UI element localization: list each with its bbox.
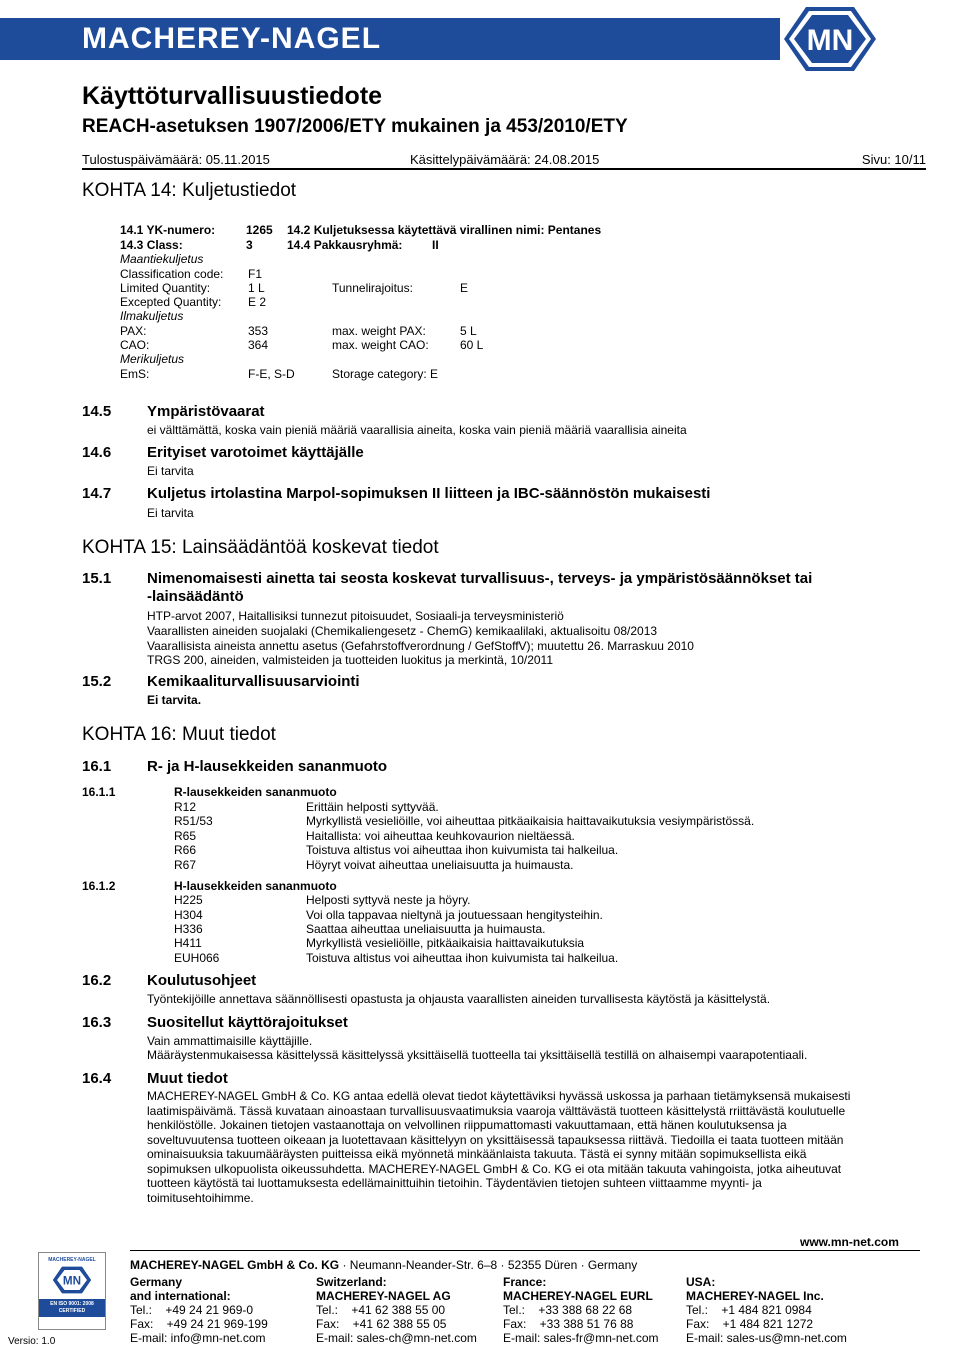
section-16-1-1-number: 16.1.1 xyxy=(82,785,116,799)
limited-quantity-label: Limited Quantity: xyxy=(120,281,211,295)
contact-column-switzerland xyxy=(316,1275,496,1345)
section-16-1-2-title: H-lausekkeiden sananmuoto xyxy=(174,879,337,893)
contact-column-germany xyxy=(130,1275,305,1345)
section-16-3-title: Suositellut käyttörajoitukset xyxy=(147,1014,348,1031)
disclaimer-line: MACHEREY-NAGEL GmbH & Co. KG antaa edellä olevat tiedot käytettäviksi hyvässä uskossa ja parhaan tietämyksensä mukaisesti xyxy=(147,1089,851,1103)
ems-label: EmS: xyxy=(120,367,150,381)
cert-standard: EN ISO 9001: 2008 xyxy=(50,1301,94,1307)
section-14-5-number: 14.5 xyxy=(82,403,112,420)
r-phrase-text: Höyryt voivat aiheuttaa uneliaisuutta ja huimausta. xyxy=(306,858,574,872)
cao-value: 364 xyxy=(248,338,269,352)
section-14-7-title: Kuljetus irtolastina Marpol-sopimuksen II liitteen ja IBC-säännöstön mukaisesti xyxy=(147,485,711,502)
document-subtitle: REACH-asetuksen 1907/2006/ETY mukainen ja 453/2010/ETY xyxy=(82,116,628,137)
r-phrase-code: R66 xyxy=(174,843,197,857)
max-weight-pax-value: 5 L xyxy=(460,324,477,338)
section-16-3-text: Määräystenmukaisessa käsittelyssä käsittelyssä yksittäisellä tuotteella tai yksittäisellä testillä on alhaisempi vaarapotentiaali. xyxy=(147,1048,808,1062)
footer-divider xyxy=(130,1250,920,1251)
section-16-2-number: 16.2 xyxy=(82,972,112,989)
air-transport-label: Ilmakuljetus xyxy=(120,309,184,323)
section-15-2-text: Ei tarvita. xyxy=(147,693,202,707)
un-number-label: 14.1 YK-numero: xyxy=(120,223,216,237)
r-phrase-code: R12 xyxy=(174,800,197,814)
contact-fax: Fax: +41 62 388 55 05 xyxy=(316,1317,447,1331)
contact-column-usa xyxy=(686,1275,876,1345)
company-name: MACHEREY-NAGEL GmbH & Co. KG xyxy=(130,1258,340,1272)
contact-email[interactable]: E-mail: sales-fr@mn-net.com xyxy=(503,1331,659,1345)
contact-fax: Fax: +33 388 51 76 88 xyxy=(503,1317,634,1331)
excepted-quantity-label: Excepted Quantity: xyxy=(120,295,222,309)
section-15-1-number: 15.1 xyxy=(82,570,112,587)
regulation-line: HTP-arvot 2007, Haitallisiksi tunnezut pitoisuudet, Sosiaali-ja terveysministeriö xyxy=(147,609,564,623)
section-16-1-2-number: 16.1.2 xyxy=(82,879,116,893)
max-weight-pax-label: max. weight PAX: xyxy=(332,324,426,338)
pax-value: 353 xyxy=(248,324,269,338)
cao-label: CAO: xyxy=(120,338,150,352)
packing-group-value: II xyxy=(432,238,439,252)
contact-subheading: MACHEREY-NAGEL EURL xyxy=(503,1289,653,1303)
contact-fax: Fax: +1 484 821 1272 xyxy=(686,1317,814,1331)
shipping-name: 14.2 Kuljetuksessa käytettävä virallinen nimi: Pentanes xyxy=(287,223,602,237)
section-15-1-title-cont: -lainsäädäntö xyxy=(147,588,244,605)
max-weight-cao-label: max. weight CAO: xyxy=(332,338,429,352)
excepted-quantity-value: E 2 xyxy=(248,295,267,309)
max-weight-cao-value: 60 L xyxy=(460,338,484,352)
h-phrase-code: H304 xyxy=(174,908,203,922)
tunnel-value: E xyxy=(460,281,469,295)
sea-transport-label: Merikuljetus xyxy=(120,352,185,366)
mn-logo-small-icon xyxy=(52,1265,92,1295)
handling-date: Käsittelypäivämäärä: 24.08.2015 xyxy=(410,152,600,167)
section-15-heading: KOHTA 15: Lainsäädäntöä koskevat tiedot xyxy=(82,537,439,558)
r-phrase-code: R67 xyxy=(174,858,197,872)
logo-text: MN xyxy=(806,24,854,57)
contact-fax: Fax: +49 24 21 969-199 xyxy=(130,1317,268,1331)
storage-category: Storage category: E xyxy=(332,367,439,381)
disclaimer-line: tuotteen käytöstä tai luottamuksesta edellämainittuihin tietoihin. Täydentävien tietojen suhteen viittaamme myynti- ja xyxy=(147,1176,762,1190)
section-15-1-title: Nimenomaisesti ainetta tai seosta koskevat turvallisuus-, terveys- ja ympäristösäännökset tai xyxy=(147,570,813,587)
section-14-6-number: 14.6 xyxy=(82,444,112,461)
section-14-6-text: Ei tarvita xyxy=(147,464,194,478)
section-14-7-text: Ei tarvita xyxy=(147,506,194,520)
contact-heading: USA: xyxy=(686,1275,716,1289)
disclaimer-line: laatimispäivämä. Tässä kuvataan ainoastaan turvallisuusvaatimuksia vaaroja välttävästä tuotteen käsittelystä rriittävästä koulutuelle xyxy=(147,1104,846,1118)
contact-email[interactable]: E-mail: info@mn-net.com xyxy=(130,1331,266,1345)
page-number: Sivu: 10/11 xyxy=(861,152,926,167)
iso-certification-badge xyxy=(38,1252,106,1330)
r-phrase-text: Toistuva altistus voi aiheuttaa ihon kuivumista tai halkeilua. xyxy=(306,843,619,857)
disclaimer-line: henkilöstölle. Jokainen tietojen vastaanottaja on velvollinen riippumattomasti vakuuttamaan, että hänen koulutuksensa ja xyxy=(147,1118,787,1132)
logo-small-text: MN xyxy=(62,1274,82,1288)
section-14-6-title: Erityiset varotoimet käyttäjälle xyxy=(147,444,364,461)
section-16-3-number: 16.3 xyxy=(82,1014,112,1031)
ems-value: F-E, S-D xyxy=(248,367,295,381)
website-link[interactable]: www.mn-net.com xyxy=(800,1235,899,1249)
r-phrase-text: Myrkyllistä vesieliöille, voi aiheuttaa pitkäaikaisia haittavaikutuksia vesiympäristössä. xyxy=(306,814,755,828)
section-15-2-number: 15.2 xyxy=(82,673,112,690)
regulation-line: TRGS 200, aineiden, valmisteiden ja tuotteiden luokitus ja merkintä, 10/2011 xyxy=(147,653,554,667)
r-phrase-text: Erittäin helposti syttyvää. xyxy=(306,800,439,814)
section-14-5-text: ei välttämättä, koska vain pieniä määriä vaarallisia aineita, koska vain pieniä määriä vaarallisia aineita xyxy=(147,423,687,437)
header-divider xyxy=(82,168,926,170)
class-value: 3 xyxy=(246,238,253,252)
regulation-line: Vaarallisista aineista annettu asetus (Gefahrstoffverordnung / GefStoffV); muutettu 26. Marraskuu 2010 xyxy=(147,639,694,653)
section-16-2-title: Koulutusohjeet xyxy=(147,972,257,989)
contact-phone: Tel.: +49 24 21 969-0 xyxy=(130,1303,254,1317)
contact-phone: Tel.: +1 484 821 0984 xyxy=(686,1303,812,1317)
section-15-2-title: Kemikaaliturvallisuusarviointi xyxy=(147,673,360,690)
brand-name: MACHEREY-NAGEL xyxy=(82,22,382,55)
classification-code-label: Classification code: xyxy=(120,267,224,281)
regulation-line: Vaarallisten aineiden suojalaki (Chemikaliengesetz - ChemG) kemikaalilaki, aktualisoitu 08/2013 xyxy=(147,624,658,638)
section-16-4-title: Muut tiedot xyxy=(147,1070,228,1087)
company-address-line xyxy=(130,1258,637,1272)
section-14-heading: KOHTA 14: Kuljetustiedot xyxy=(82,180,297,201)
class-label: 14.3 Class: xyxy=(120,238,183,252)
section-14-5-title: Ympäristövaarat xyxy=(147,403,265,420)
h-phrase-code: H336 xyxy=(174,922,203,936)
contact-heading: Switzerland: xyxy=(316,1275,387,1289)
road-transport-label: Maantiekuljetus xyxy=(120,252,204,266)
contact-heading: France: xyxy=(503,1275,547,1289)
disclaimer-line: sopimuksen ulkopuolista oikeussuhdetta. MACHEREY-NAGEL GmbH & Co. KG ei ota mitään takuuta vahingoista, jotka aiheutuvat xyxy=(147,1162,842,1176)
contact-subheading: MACHEREY-NAGEL AG xyxy=(316,1289,451,1303)
h-phrase-code: H225 xyxy=(174,893,203,907)
contact-phone: Tel.: +33 388 68 22 68 xyxy=(503,1303,633,1317)
cert-brand: MACHEREY-NAGEL xyxy=(48,1257,96,1263)
disclaimer-line: toimitusehtoihimme. xyxy=(147,1191,254,1205)
un-number-value: 1265 xyxy=(246,223,273,237)
contact-email[interactable]: E-mail: sales-us@mn-net.com xyxy=(686,1331,847,1345)
section-16-4-number: 16.4 xyxy=(82,1070,112,1087)
version-label: Versio: 1.0 xyxy=(8,1336,56,1347)
document-title: Käyttöturvallisuustiedote xyxy=(82,82,383,110)
r-phrase-code: R51/53 xyxy=(174,814,213,828)
section-16-2-text: Työntekijöille annettava säännöllisesti opastusta ja ohjausta vaarallisten aineiden turvallisesta käytöstä ja käsittelystä. xyxy=(147,992,771,1006)
section-16-1-title: R- ja H-lausekkeiden sananmuoto xyxy=(147,758,388,775)
h-phrase-text: Myrkyllistä vesieliöille, pitkäaikaisia haittavaikutuksia xyxy=(306,936,585,950)
packing-group-label: 14.4 Pakkausryhmä: xyxy=(287,238,403,252)
h-phrase-text: Helposti syttyvä neste ja höyry. xyxy=(306,893,471,907)
classification-code-value: F1 xyxy=(248,267,263,281)
h-phrase-code: EUH066 xyxy=(174,951,220,965)
h-phrase-text: Toistuva altistus voi aiheuttaa ihon kuivumista tai halkeilua. xyxy=(306,951,619,965)
section-14-7-number: 14.7 xyxy=(82,485,112,502)
contact-column-france xyxy=(503,1275,683,1345)
cert-label: CERTIFIED xyxy=(58,1308,86,1314)
disclaimer-line: ominaisuuksia takuumääräysten puitteissa eikä myönnetä minkäänlaista takuuta. Tästä ei synny mitään sopimuksellista eikä xyxy=(147,1147,807,1161)
contact-subheading: MACHEREY-NAGEL Inc. xyxy=(686,1289,824,1303)
pax-label: PAX: xyxy=(120,324,147,338)
r-phrase-text: Haitallista: voi aiheuttaa keuhkovaurion nieltäessä. xyxy=(306,829,575,843)
print-date: Tulostuspäivämäärä: 05.11.2015 xyxy=(82,152,270,167)
section-16-1-number: 16.1 xyxy=(82,758,112,775)
r-phrase-code: R65 xyxy=(174,829,197,843)
contact-heading: Germany xyxy=(130,1275,183,1289)
limited-quantity-value: 1 L xyxy=(248,281,265,295)
tunnel-label: Tunnelirajoitus: xyxy=(332,281,413,295)
section-16-heading: KOHTA 16: Muut tiedot xyxy=(82,724,276,745)
h-phrase-code: H411 xyxy=(174,936,202,950)
mn-logo-icon xyxy=(782,4,878,74)
h-phrase-text: Saattaa aiheuttaa uneliaisuutta ja huimausta. xyxy=(306,922,546,936)
contact-subheading: and international: xyxy=(130,1289,231,1303)
section-16-3-text: Vain ammattimaisille käyttäjille. xyxy=(147,1034,313,1048)
contact-phone: Tel.: +41 62 388 55 00 xyxy=(316,1303,446,1317)
h-phrase-text: Voi olla tappavaa nieltynä ja joutuessaan hengitysteihin. xyxy=(306,908,603,922)
disclaimer-line: soveltuvuutensa tuotteen oikeaan ja luotettavaan käsittelyyn on yksittäisessä tapauksessa riittävä. Tiedoilla ei taata tuotteen mitään xyxy=(147,1133,844,1147)
section-16-1-1-title: R-lausekkeiden sananmuoto xyxy=(174,785,337,799)
contact-email[interactable]: E-mail: sales-ch@mn-net.com xyxy=(316,1331,477,1345)
company-address: · Neumann-Neander-Str. 6–8 · 52355 Düren · Germany xyxy=(339,1258,638,1272)
